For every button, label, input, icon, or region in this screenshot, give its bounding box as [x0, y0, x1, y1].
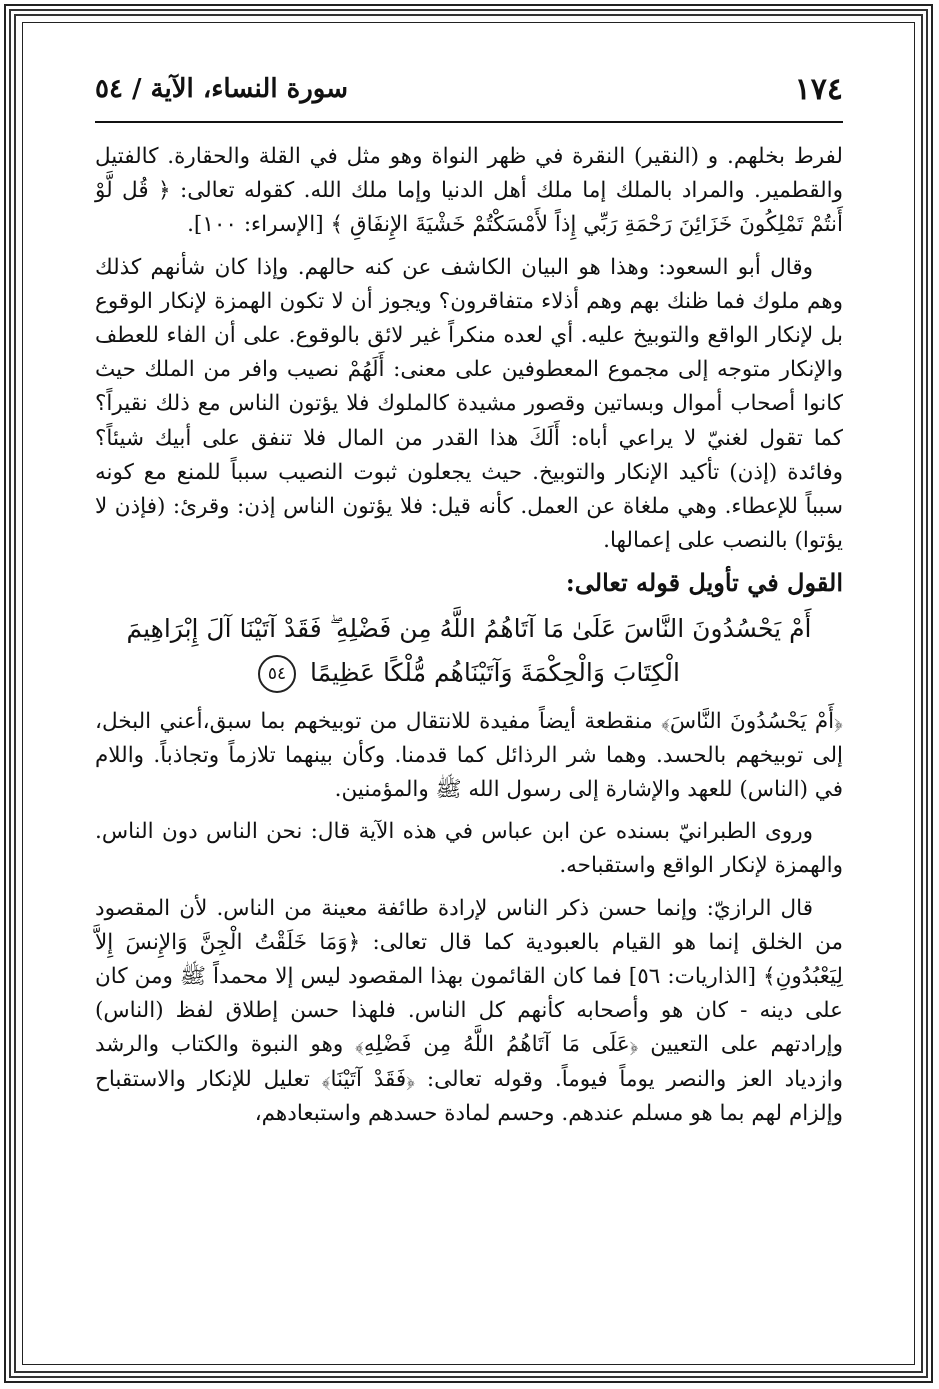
page-body [95, 140, 843, 1139]
section-heading: القول في تأويل قوله تعالى: [565, 568, 843, 598]
paragraph-1: لفرط بخلهم. و (النقير) النقرة في ظهر النواة وهو مثل في القلة والحقارة. كالفتيل والقطمير. والمراد بالملك إما ملك أهل الدنيا وإما ملك الله. كقوله تعالى: ﴿ قُل لَّوْ أَنتُمْ تَمْلِكُونَ خَزَائِنَ رَحْمَةِ رَبِّي إِذاً لأَمْسَكْتُمْ خَشْيَةَ الإِنفَاقِ ﴾ [الإسراء: ١٠٠]. [95, 144, 843, 238]
header-divider [95, 121, 843, 123]
quran-verse [95, 607, 843, 695]
paragraph-5: قال الرازيّ: وإنما حسن ذكر الناس لإرادة طائفة معينة من الناس. لأن المقصود من الخلق إنما هو القيام بالعبودية كما قال تعالى: ﴿وَمَا خَلَقْتُ الْجِنَّ وَالإِنسَ إِلاَّ لِيَعْبُدُونِ﴾ [الذاريات: ٥٦] فما كان القائمون بهذا المقصود ليس إلا محمداً ﷺ ومن كان على دينه - كان هو وأصحابه كأنهم كل الناس. فلهذا حسن إطلاق لفظ (الناس) وإرادتهم على التعيين ﴿عَلَى مَا آتَاهُمُ اللَّهُ مِن فَضْلِهِ﴾ وهو النبوة والكتاب والرشد وازدياد العز والنصر يوماً فيوماً. وقوله تعالى: ﴿فَقَدْ آتَيْنَا﴾ تعليل للإنكار والاستقباح وإلزام لهم بما هو مسلم عندهم. وحسم لمادة حسدهم واستبعادهم، [95, 895, 843, 1126]
paragraph-3: ﴿أَمْ يَحْسُدُونَ النَّاسَ﴾ منقطعة أيضاً مفيدة للانتقال من توبيخهم بما سبق،أعني البخل، إلى توبيخهم بالحسد. وهما شر الرذائل كما قدمنا. وكأن بينهما تلازماً وتجاذباً. واللام في (الناس) للعهد والإشارة إلى رسول الله ﷺ والمؤمنين. [95, 708, 843, 803]
page-header [95, 68, 843, 124]
paragraph-2: وقال أبو السعود: وهذا هو البيان الكاشف عن كنه حالهم. وإذا كان شأنهم كذلك وهم ملوك فما ظنك بهم وهم أذلاء متفاقرون؟ ويجوز أن لا تكون الهمزة لإنكار الوقوع بل لإنكار الواقع والتوبيخ عليه. أي لعده منكراً غير لائق بالوقوع. على أن الفاء للعطف والإنكار متوجه إلى مجموع المعطوفين على معنى: أَلَهُمْ نصيب وافر من الملك حيث كانوا أصحاب أموال وبساتين وقصور مشيدة كالملوك فلا يؤتون الناس مع ذلك نقيراً؟ كما تقول لغنيّ لا يراعي أباه: أَلَكَ هذا القدر من المال فلا تنفق على أبيك شيئاً؟ وفائدة (إذن) تأكيد الإنكار والتوبيخ. حيث يجعلون ثبوت النصيب سبباً للمنع مع كونه سبباً للإعطاء. وهي ملغاة عن العمل. كأنه قيل: فلا يؤتون الناس إذن: وقرئ: (فإذن لا يؤتوا) بالنصب على إعمالها. [95, 254, 843, 554]
paragraph-4: وروى الطبرانيّ بسنده عن ابن عباس في هذه الآية قال: نحن الناس دون الناس. والهمزة لإنكار الواقع واستقباحه. [95, 819, 843, 879]
running-title: سورة النساء، الآية / ٥٤ [95, 74, 348, 104]
verse-text: أَمْ يَحْسُدُونَ النَّاسَ عَلَىٰ مَا آتَاهُمُ اللَّهُ مِن فَضْلِهِ ۖ فَقَدْ آتَيْنَا آلَ إِبْرَاهِيمَ الْكِتَابَ وَالْحِكْمَةَ وَآتَيْنَاهُم مُّلْكًا عَظِيمًا [126, 613, 812, 687]
verse-number-marker: ٥٤ [258, 655, 296, 693]
page-number: ١٧٤ [794, 72, 843, 107]
